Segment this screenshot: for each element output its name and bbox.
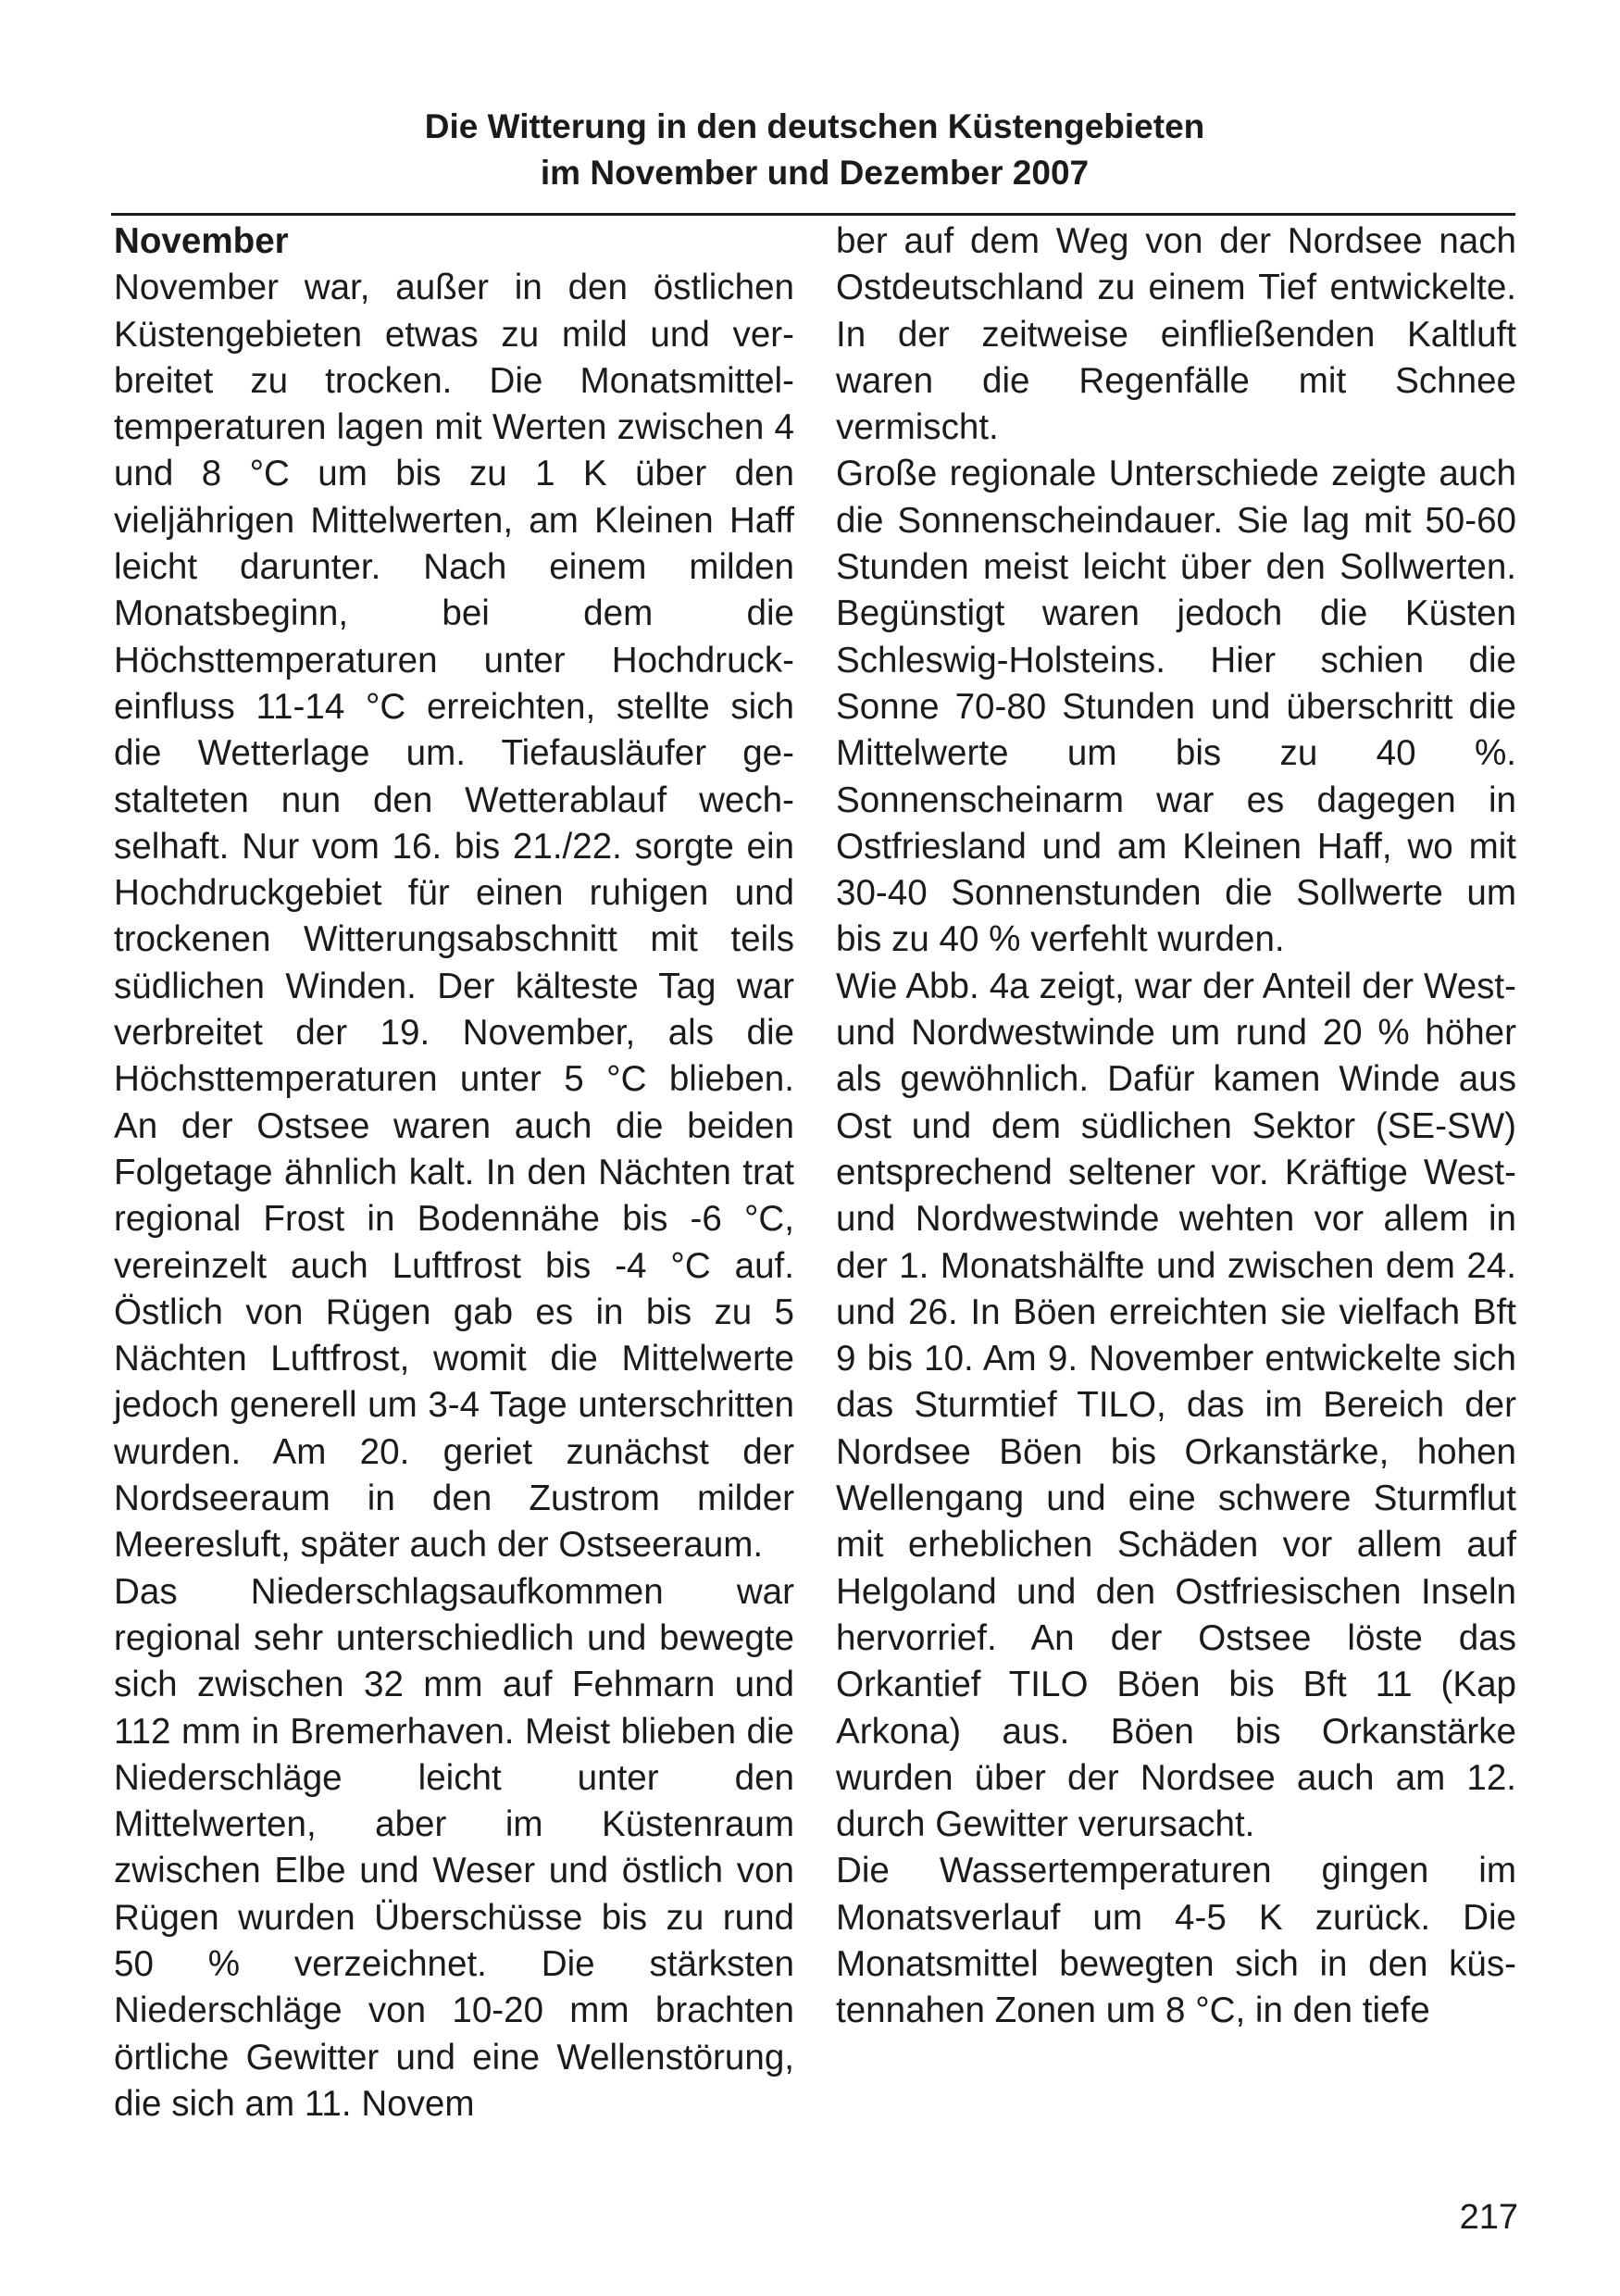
section-heading: November	[114, 221, 289, 261]
page-title-line-2: im November und Dezember 2007	[540, 154, 1090, 192]
paragraph: Die Wassertemperaturen gingen im Monatsverlauf um 4-5 K zurück. Die Monatsmittel bewegten sich in den küstennahen Zonen um 8 °C, in den tiefe	[836, 1851, 1516, 2031]
paragraph: Große regionale Unterschiede zeigte auch die Sonnenscheindauer. Sie lag mit 50-60 Stunden meist leicht über den Sollwerten. Begünstigt waren jedoch die Küsten Schleswig-Holsteins. Hier schien die Sonne 70-80 Stunden und überschritt die Mittelwerte um bis zu 40 %. Sonnenscheinarm war es dagegen in Ostfriesland und am Kleinen Haff, wo mit 30-40 Sonnenstunden die Sollwerte um bis zu 40 % verfehlt wurden.	[836, 454, 1516, 960]
right-column	[836, 218, 1516, 2035]
paragraph: Das Niederschlagsaufkommen war regional sehr unterschiedlich und bewegte sich zwischen 32 mm auf Fehmarn und 112 mm in Bremerhaven. Meist blieben die Niederschläge leicht unter den Mittelwerten, aber im Küstenraum zwischen Elbe und Weser und östlich von Rügen wurden Überschüsse bis zu rund 50 % verzeichnet. Die stärksten Niederschläge von 10-20 mm brachten örtliche Gewitter und eine Wellenstörung, die sich am 11. Novem	[114, 1571, 794, 2124]
title-divider	[111, 213, 1515, 216]
paragraph: Wie Abb. 4a zeigt, war der Anteil der West- und Nordwestwinde um rund 20 % höher als gewöhnlich. Dafür kamen Winde aus Ost und dem südlichen Sektor (SE-SW) entsprechend seltener vor. Kräftige West- und Nordwestwinde wehten vor allem in der 1. Monatshälfte und zwischen dem 24. und 26. In Böen erreichten sie vielfach Bft 9 bis 10. Am 9. November entwickelte sich das Sturmtief TILO, das im Bereich der Nordsee Böen bis Orkanstärke, hohen Wellengang und eine schwere Sturmflut mit erheblichen Schäden vor allem auf Helgoland und den Ostfriesischen Inseln hervorrief. An der Ostsee löste das Orkantief TILO Böen bis Bft 11 (Kap Arkona) aus. Böen bis Orkanstärke wurden über der Nordsee auch am 12. durch Gewitter verursacht.	[836, 966, 1516, 1845]
left-column	[114, 218, 794, 2128]
page-title	[111, 104, 1518, 196]
page-title-line-1: Die Witterung in den deutschen Küstengebieten	[424, 107, 1205, 145]
paragraph: ber auf dem Weg von der Nordsee nach Ostdeutschland zu einem Tief entwickelte. In der zeitweise einfließenden Kaltluft waren die Regenfälle mit Schnee vermischt.	[836, 221, 1516, 448]
page-number: 217	[1459, 2198, 1518, 2237]
paragraph: November war, außer in den östlichen Küstengebieten etwas zu mild und verbreitet zu trocken. Die Monatsmitteltemperaturen lagen mit Werten zwischen 4 und 8 °C um bis zu 1 K über den vieljährigen Mittelwerten, am Kleinen Haff leicht darunter. Nach einem milden Monatsbeginn, bei dem die Höchsttemperaturen unter Hochdruckeinfluss 11-14 °C erreichten, stellte sich die Wetterlage um. Tiefausläufer gestalteten nun den Wetterablauf wechselhaft. Nur vom 16. bis 21./22. sorgte ein Hochdruckgebiet für einen ruhigen und trockenen Witterungsabschnitt mit teils südlichen Winden. Der kälteste Tag war verbreitet der 19. November, als die Höchsttemperaturen unter 5 °C blieben. An der Ostsee waren auch die beiden Folgetage ähnlich kalt. In den Nächten trat regional Frost in Bodennähe bis -6 °C, vereinzelt auch Luftfrost bis -4 °C auf. Östlich von Rügen gab es in bis zu 5 Nächten Luftfrost, womit die Mittelwerte jedoch generell um 3-4 Tage unterschritten wurden. Am 20. geriet zunächst der Nordseeraum in den Zustrom milder Meeresluft, später auch der Ostseeraum.	[114, 268, 794, 1566]
